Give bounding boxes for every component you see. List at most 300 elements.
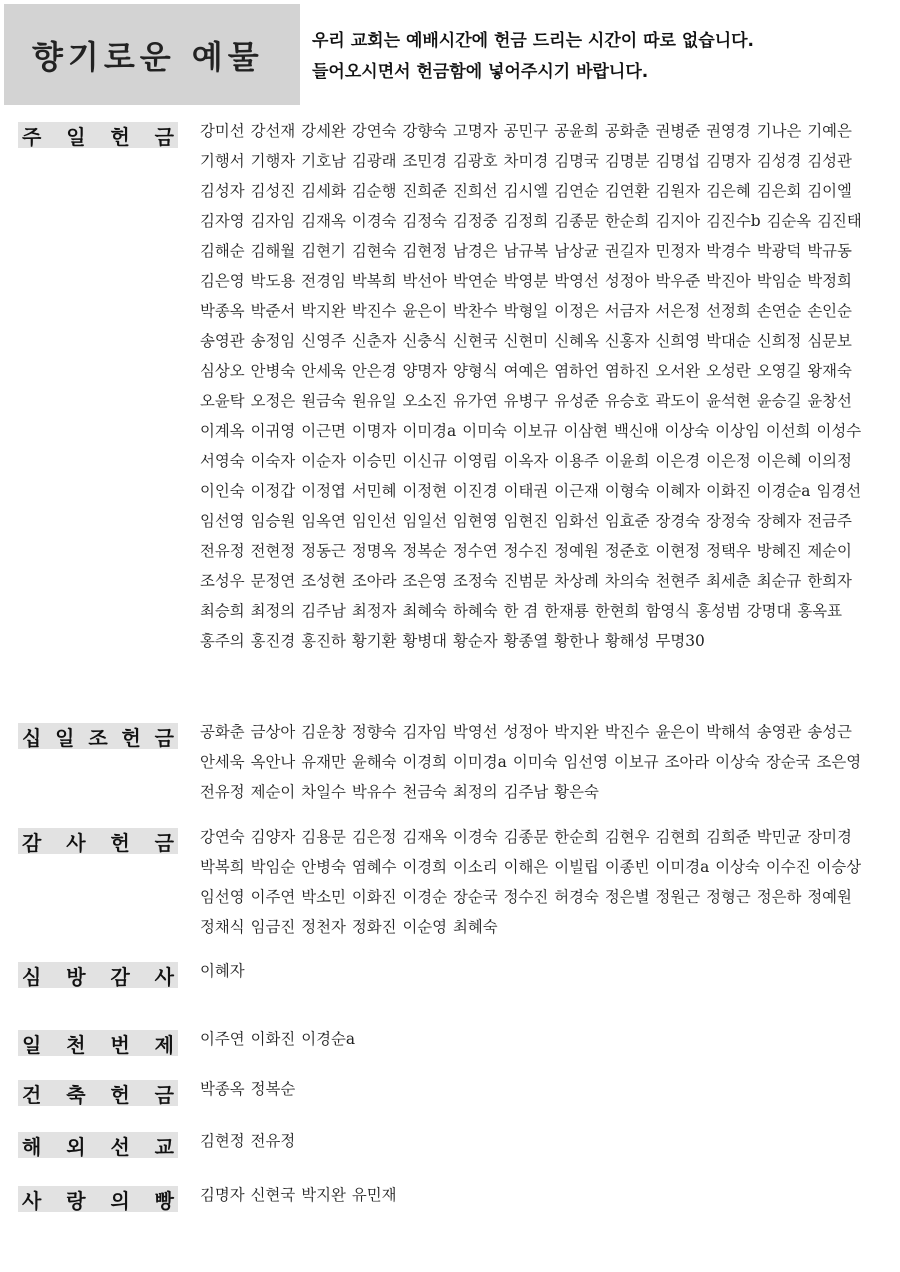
donor-name: 이순자 bbox=[301, 452, 346, 470]
donor-name: 조정숙 bbox=[453, 572, 498, 590]
donor-name: 남경은 bbox=[453, 242, 498, 260]
donor-name: 이주연 bbox=[200, 1030, 245, 1048]
category-char: 제 bbox=[154, 1032, 174, 1057]
donor-name: 박종옥 bbox=[200, 302, 245, 320]
donor-name: 공민구 bbox=[503, 122, 549, 140]
donor-name: 김순옥 bbox=[766, 212, 812, 230]
donor-name: 공윤희 bbox=[554, 122, 599, 140]
donor-name: 윤은이 bbox=[402, 302, 448, 320]
donor-name: 조민경 bbox=[402, 152, 448, 170]
donor-name: 이화진 bbox=[250, 1030, 296, 1048]
donor-name: 박영선 bbox=[453, 723, 498, 741]
donor-name: 차일수 bbox=[301, 783, 346, 801]
name-list bbox=[200, 956, 890, 986]
donor-name: 김세화 bbox=[301, 182, 346, 200]
category-char: 십 bbox=[22, 725, 42, 750]
donor-name: 이용주 bbox=[554, 452, 599, 470]
donor-name: 홍진하 bbox=[301, 632, 346, 650]
donor-name: 송영관 bbox=[200, 332, 245, 350]
donor-name: 이정은 bbox=[554, 302, 599, 320]
donor-name: 김명분 bbox=[604, 152, 650, 170]
donor-name: 박유수 bbox=[351, 783, 397, 801]
donor-name: 임현영 bbox=[453, 512, 498, 530]
donor-name: 조성우 bbox=[200, 572, 245, 590]
donor-name: 김정중 bbox=[453, 212, 498, 230]
donor-name: 박찬수 bbox=[453, 302, 498, 320]
donor-name: 정명옥 bbox=[351, 542, 397, 560]
donor-name: 황한나 bbox=[554, 632, 599, 650]
donor-name: 임효준 bbox=[604, 512, 650, 530]
donor-name: 심상오 bbox=[200, 362, 245, 380]
category-char: 일 bbox=[22, 1032, 42, 1057]
donor-name: 임옥연 bbox=[301, 512, 346, 530]
donor-name: 양형식 bbox=[453, 362, 498, 380]
donor-name: 이화진 bbox=[351, 888, 397, 906]
donor-name: 김정숙 bbox=[402, 212, 448, 230]
donor-name: 박준서 bbox=[250, 302, 296, 320]
donor-name: 송정임 bbox=[250, 332, 296, 350]
donor-name: 안세욱 bbox=[200, 753, 245, 771]
donor-name: 박임순 bbox=[250, 858, 296, 876]
donor-name: 이은경 bbox=[655, 452, 701, 470]
category-label bbox=[18, 723, 178, 749]
donor-name: 김지아 bbox=[655, 212, 701, 230]
donor-name: 신혜옥 bbox=[554, 332, 599, 350]
donor-name: 전유정 bbox=[200, 542, 245, 560]
donor-name: 신현미 bbox=[503, 332, 549, 350]
donor-name: 김연환 bbox=[604, 182, 650, 200]
donor-name: 송영관 bbox=[756, 723, 802, 741]
donor-name: 박지완 bbox=[554, 723, 599, 741]
donor-name: 정예원 bbox=[554, 542, 599, 560]
donor-name: 장경숙 bbox=[655, 512, 701, 530]
category-label bbox=[18, 1132, 178, 1158]
donor-name: 박광덕 bbox=[756, 242, 802, 260]
donor-name: 이영림 bbox=[453, 452, 498, 470]
donor-name: 진희선 bbox=[453, 182, 498, 200]
donor-name: 정은하 bbox=[756, 888, 802, 906]
donor-name: 이윤희 bbox=[604, 452, 650, 470]
donor-name: 조아라 bbox=[351, 572, 397, 590]
name-list bbox=[200, 1024, 890, 1054]
donor-name: 이순영 bbox=[402, 918, 448, 936]
donor-name: 백신애 bbox=[614, 422, 659, 440]
donor-name: 황기환 bbox=[351, 632, 397, 650]
donor-name: 김종문 bbox=[503, 828, 549, 846]
donor-name: 이정엽 bbox=[301, 482, 346, 500]
donor-name: 조아라 bbox=[664, 753, 710, 771]
category-char: 금 bbox=[154, 725, 174, 750]
donor-name: 강세완 bbox=[301, 122, 346, 140]
donor-name: 이경숙 bbox=[351, 212, 397, 230]
donor-name: 안병숙 bbox=[250, 362, 296, 380]
donor-name: 한순희 bbox=[554, 828, 599, 846]
donor-name: 진범문 bbox=[503, 572, 549, 590]
donor-name: 오윤탁 bbox=[200, 392, 245, 410]
donor-name: 김명섭 bbox=[655, 152, 701, 170]
donor-name: 황순자 bbox=[453, 632, 498, 650]
donor-name: 오정은 bbox=[250, 392, 296, 410]
donor-name: 김은정 bbox=[351, 828, 397, 846]
donor-name: 공화춘 bbox=[604, 122, 650, 140]
donor-name: 김재옥 bbox=[402, 828, 448, 846]
donor-name: 송성근 bbox=[807, 723, 852, 741]
category-label bbox=[18, 1186, 178, 1212]
donor-name: 김현정 bbox=[200, 1132, 245, 1150]
donor-name: 무명30 bbox=[655, 632, 705, 650]
donor-name: 박영선 bbox=[554, 272, 599, 290]
title-box bbox=[4, 4, 300, 105]
donor-name: 임경선 bbox=[816, 482, 862, 500]
donor-name: 선정희 bbox=[706, 302, 751, 320]
donor-name: 박대순 bbox=[706, 332, 751, 350]
donor-name: 원금숙 bbox=[301, 392, 346, 410]
category-char: 조 bbox=[88, 725, 108, 750]
donor-name: 안세욱 bbox=[301, 362, 346, 380]
donor-name: 제순이 bbox=[250, 783, 296, 801]
donor-name: 이정갑 bbox=[250, 482, 296, 500]
donor-name: 원유일 bbox=[351, 392, 397, 410]
donor-name: 이성수 bbox=[816, 422, 862, 440]
donor-name: 정형근 bbox=[706, 888, 751, 906]
donor-name: 이경희 bbox=[402, 753, 448, 771]
donor-name: 황종열 bbox=[503, 632, 549, 650]
donor-name: 염하진 bbox=[604, 362, 650, 380]
donor-name: 김진태 bbox=[817, 212, 862, 230]
donor-name: 김재옥 bbox=[301, 212, 346, 230]
donor-name: 정동근 bbox=[301, 542, 346, 560]
donor-name: 강연숙 bbox=[351, 122, 397, 140]
donor-name: 차상례 bbox=[554, 572, 599, 590]
donor-name: 최순규 bbox=[756, 572, 802, 590]
donor-name: 임인선 bbox=[351, 512, 397, 530]
donor-name: 박도용 bbox=[250, 272, 296, 290]
category-char: 금 bbox=[154, 124, 174, 149]
donor-name: 남규복 bbox=[503, 242, 549, 260]
donor-name: 곽도이 bbox=[655, 392, 701, 410]
donor-name: 이종빈 bbox=[604, 858, 650, 876]
donor-name: 김양자 bbox=[250, 828, 296, 846]
donor-name: 권영경 bbox=[706, 122, 751, 140]
donor-name: 신홍자 bbox=[604, 332, 650, 350]
donor-name: 정화진 bbox=[351, 918, 397, 936]
name-list bbox=[200, 1126, 890, 1156]
donor-name: 김자임 bbox=[250, 212, 296, 230]
donor-name: 최승희 bbox=[200, 602, 245, 620]
donor-name: 조성현 bbox=[301, 572, 346, 590]
donor-name: 서민혜 bbox=[351, 482, 397, 500]
category-char: 사 bbox=[22, 1188, 42, 1213]
donor-name: 천금숙 bbox=[402, 783, 448, 801]
donor-name: 김현숙 bbox=[351, 242, 397, 260]
donor-name: 이현정 bbox=[655, 542, 701, 560]
donor-name: 김은혜 bbox=[706, 182, 751, 200]
donor-name: 유성준 bbox=[554, 392, 599, 410]
donor-name: 박진아 bbox=[706, 272, 751, 290]
category-char: 헌 bbox=[110, 830, 130, 855]
category-char: 빵 bbox=[154, 1188, 174, 1213]
donor-name: 박지완 bbox=[301, 1186, 346, 1204]
category-char: 감 bbox=[22, 830, 42, 855]
donor-name: 이귀영 bbox=[250, 422, 296, 440]
donor-name: 윤창선 bbox=[807, 392, 852, 410]
donor-name: 이형숙 bbox=[604, 482, 650, 500]
donor-name: 김자임 bbox=[402, 723, 448, 741]
donor-name: 신영주 bbox=[301, 332, 346, 350]
donor-name: 기예은 bbox=[807, 122, 852, 140]
donor-name: 황해성 bbox=[604, 632, 650, 650]
donor-name: 김운창 bbox=[301, 723, 346, 741]
donor-name: 김현우 bbox=[604, 828, 650, 846]
donor-name: 박복희 bbox=[351, 272, 397, 290]
donor-name: 임승원 bbox=[250, 512, 296, 530]
donor-name: 김현기 bbox=[301, 242, 346, 260]
donor-name: 김종문 bbox=[554, 212, 599, 230]
donor-name: 정수진 bbox=[503, 542, 549, 560]
donor-name: 이화진 bbox=[706, 482, 751, 500]
donor-name: 이경숙 bbox=[453, 828, 498, 846]
donor-name: 이승민 bbox=[351, 452, 397, 470]
donor-name: 윤승길 bbox=[756, 392, 802, 410]
donor-name: 윤은이 bbox=[655, 723, 701, 741]
donor-name: 강연숙 bbox=[200, 828, 245, 846]
donor-name: 이진경 bbox=[453, 482, 498, 500]
donor-name: 안병숙 bbox=[301, 858, 346, 876]
donor-name: 오소진 bbox=[402, 392, 448, 410]
donor-name: 하혜숙 bbox=[453, 602, 498, 620]
category-char: 축 bbox=[66, 1082, 86, 1107]
name-list bbox=[200, 1074, 890, 1104]
donor-name: 김성자 bbox=[200, 182, 245, 200]
donor-name: 왕재숙 bbox=[807, 362, 852, 380]
donor-name: 정복순 bbox=[250, 1080, 296, 1098]
donor-name: 문정연 bbox=[250, 572, 296, 590]
donor-name: 김진수b bbox=[706, 212, 761, 230]
donor-name: 공화춘 bbox=[200, 723, 245, 741]
donor-name: 방혜진 bbox=[756, 542, 802, 560]
donor-name: 한희자 bbox=[807, 572, 852, 590]
donor-name: 이미경a bbox=[655, 858, 710, 876]
donor-name: 박선아 bbox=[402, 272, 448, 290]
name-list bbox=[200, 822, 890, 942]
donor-name: 박해석 bbox=[706, 723, 751, 741]
category-label bbox=[18, 962, 178, 988]
donor-name: 박연순 bbox=[453, 272, 498, 290]
donor-name: 이계옥 bbox=[200, 422, 245, 440]
donor-name: 이혜자 bbox=[200, 962, 245, 980]
donor-name: 전금주 bbox=[807, 512, 852, 530]
donor-name: 허경숙 bbox=[554, 888, 599, 906]
donor-name: 김해월 bbox=[250, 242, 296, 260]
donor-name: 홍주의 bbox=[200, 632, 245, 650]
donor-name: 전유정 bbox=[250, 1132, 296, 1150]
donor-name: 천현주 bbox=[655, 572, 701, 590]
category-char: 헌 bbox=[110, 1082, 130, 1107]
donor-name: 기호남 bbox=[301, 152, 346, 170]
donor-name: 홍옥표 bbox=[797, 602, 842, 620]
donor-name: 서은정 bbox=[655, 302, 701, 320]
donor-name: 성정아 bbox=[604, 272, 650, 290]
category-char: 감 bbox=[110, 964, 130, 989]
donor-name: 김광래 bbox=[351, 152, 397, 170]
donor-name: 염하언 bbox=[554, 362, 599, 380]
donor-name: 박진수 bbox=[604, 723, 650, 741]
donor-name: 이경희 bbox=[402, 858, 448, 876]
donor-name: 차미경 bbox=[503, 152, 549, 170]
donor-name: 이인숙 bbox=[200, 482, 245, 500]
donor-name: 권병준 bbox=[655, 122, 701, 140]
donor-name: 이상임 bbox=[715, 422, 760, 440]
donor-name: 강선재 bbox=[250, 122, 296, 140]
donor-name: 김명자 bbox=[706, 152, 751, 170]
donor-name: 임화선 bbox=[554, 512, 599, 530]
donor-name: 정택우 bbox=[706, 542, 751, 560]
notice-line-1: 우리 교회는 예배시간에 헌금 드리는 시간이 따로 없습니다. bbox=[312, 31, 755, 51]
donor-name: 이소리 bbox=[453, 858, 498, 876]
donor-name: 심문보 bbox=[807, 332, 852, 350]
donor-name: 기행서 bbox=[200, 152, 245, 170]
donor-name: 이삼현 bbox=[563, 422, 609, 440]
donor-name: 김해순 bbox=[200, 242, 245, 260]
donor-name: 최혜숙 bbox=[453, 918, 498, 936]
donor-name: 김성관 bbox=[807, 152, 852, 170]
donor-name: 신희정 bbox=[756, 332, 802, 350]
donor-name: 손연순 bbox=[756, 302, 802, 320]
donor-name: 정복순 bbox=[402, 542, 448, 560]
donor-name: 함영식 bbox=[645, 602, 691, 620]
category-char: 심 bbox=[22, 964, 42, 989]
donor-name: 고명자 bbox=[453, 122, 498, 140]
donor-name: 최정자 bbox=[351, 602, 397, 620]
donor-name: 조은영 bbox=[402, 572, 448, 590]
donor-name: 신춘자 bbox=[351, 332, 397, 350]
donor-name: 기행자 bbox=[250, 152, 296, 170]
donor-name: 김광호 bbox=[453, 152, 498, 170]
donor-name: 한순희 bbox=[604, 212, 650, 230]
donor-name: 안은경 bbox=[351, 362, 397, 380]
donor-name: 성정아 bbox=[503, 723, 549, 741]
donor-name: 제순이 bbox=[807, 542, 852, 560]
name-list bbox=[200, 1180, 890, 1210]
donor-name: 홍성범 bbox=[696, 602, 741, 620]
donor-name: 정천자 bbox=[301, 918, 346, 936]
category-char: 일 bbox=[66, 124, 86, 149]
donor-name: 한 겸 bbox=[503, 602, 539, 620]
donor-name: 김성경 bbox=[756, 152, 802, 170]
category-char: 천 bbox=[66, 1032, 86, 1057]
donor-name: 박진수 bbox=[351, 302, 397, 320]
donor-name: 정원근 bbox=[655, 888, 701, 906]
donor-name: 김정희 bbox=[503, 212, 549, 230]
donor-name: 최세춘 bbox=[706, 572, 751, 590]
donor-name: 한재룡 bbox=[544, 602, 589, 620]
donor-name: 오영길 bbox=[756, 362, 802, 380]
donor-name: 김자영 bbox=[200, 212, 245, 230]
donor-name: 이보규 bbox=[614, 753, 659, 771]
category-label bbox=[18, 122, 178, 148]
donor-name: 이미숙 bbox=[512, 753, 558, 771]
donor-name: 신충식 bbox=[402, 332, 448, 350]
category-label bbox=[18, 1030, 178, 1056]
donor-name: 박규동 bbox=[807, 242, 852, 260]
donor-name: 전경임 bbox=[301, 272, 346, 290]
donor-name: 강향숙 bbox=[402, 122, 448, 140]
donor-name: 이옥자 bbox=[503, 452, 549, 470]
donor-name: 신희영 bbox=[655, 332, 701, 350]
category-char: 외 bbox=[66, 1134, 86, 1159]
donor-name: 김희준 bbox=[706, 828, 751, 846]
donor-name: 김주남 bbox=[503, 783, 549, 801]
donor-name: 박정희 bbox=[807, 272, 852, 290]
donor-name: 임선영 bbox=[563, 753, 609, 771]
donor-name: 한현희 bbox=[594, 602, 640, 620]
donor-name: 김연순 bbox=[554, 182, 599, 200]
donor-name: 이미숙 bbox=[462, 422, 507, 440]
donor-name: 이미경a bbox=[453, 753, 507, 771]
donor-name: 서영숙 bbox=[200, 452, 245, 470]
donor-name: 최혜숙 bbox=[402, 602, 448, 620]
donor-name: 최정의 bbox=[453, 783, 498, 801]
category-char: 일 bbox=[55, 725, 75, 750]
donor-name: 정은별 bbox=[604, 888, 650, 906]
donor-name: 유가연 bbox=[453, 392, 498, 410]
donor-name: 이승상 bbox=[816, 858, 862, 876]
donor-name: 박복희 bbox=[200, 858, 245, 876]
donor-name: 김시엘 bbox=[503, 182, 549, 200]
donor-name: 이빌립 bbox=[554, 858, 599, 876]
donor-name: 이경순a bbox=[756, 482, 811, 500]
donor-name: 차의숙 bbox=[604, 572, 650, 590]
donor-name: 김명자 bbox=[200, 1186, 245, 1204]
donor-name: 서금자 bbox=[604, 302, 650, 320]
donor-name: 진희준 bbox=[402, 182, 448, 200]
donor-name: 이해은 bbox=[503, 858, 549, 876]
donor-name: 윤해숙 bbox=[351, 753, 397, 771]
donor-name: 장혜자 bbox=[756, 512, 802, 530]
notice-line-2: 들어오시면서 헌금함에 넣어주시기 바랍니다. bbox=[312, 62, 649, 82]
donor-name: 홍진경 bbox=[250, 632, 296, 650]
donor-name: 기나은 bbox=[756, 122, 802, 140]
donor-name: 금상아 bbox=[250, 723, 296, 741]
donor-name: 박영분 bbox=[503, 272, 549, 290]
donor-name: 최정의 bbox=[250, 602, 296, 620]
donor-name: 임일선 bbox=[402, 512, 448, 530]
donor-name: 장미경 bbox=[807, 828, 852, 846]
donor-name: 유민재 bbox=[351, 1186, 397, 1204]
category-char: 교 bbox=[154, 1134, 174, 1159]
category-label bbox=[18, 1080, 178, 1106]
donor-name: 김명국 bbox=[554, 152, 599, 170]
donor-name: 박민균 bbox=[756, 828, 802, 846]
donor-name: 이상숙 bbox=[715, 753, 760, 771]
donor-name: 권길자 bbox=[604, 242, 650, 260]
donor-name: 박임순 bbox=[756, 272, 802, 290]
donor-name: 박형일 bbox=[503, 302, 549, 320]
category-char: 의 bbox=[110, 1188, 130, 1213]
donor-name: 이수진 bbox=[765, 858, 811, 876]
donor-name: 박경수 bbox=[706, 242, 751, 260]
category-char: 금 bbox=[154, 830, 174, 855]
donor-name: 강명대 bbox=[746, 602, 792, 620]
donor-name: 박우준 bbox=[655, 272, 701, 290]
donor-name: 강미선 bbox=[200, 122, 245, 140]
donor-name: 이의정 bbox=[807, 452, 852, 470]
donor-name: 이숙자 bbox=[250, 452, 296, 470]
name-list bbox=[200, 116, 890, 656]
donor-name: 김현희 bbox=[655, 828, 701, 846]
donor-name: 임현진 bbox=[503, 512, 549, 530]
category-char: 헌 bbox=[110, 124, 130, 149]
